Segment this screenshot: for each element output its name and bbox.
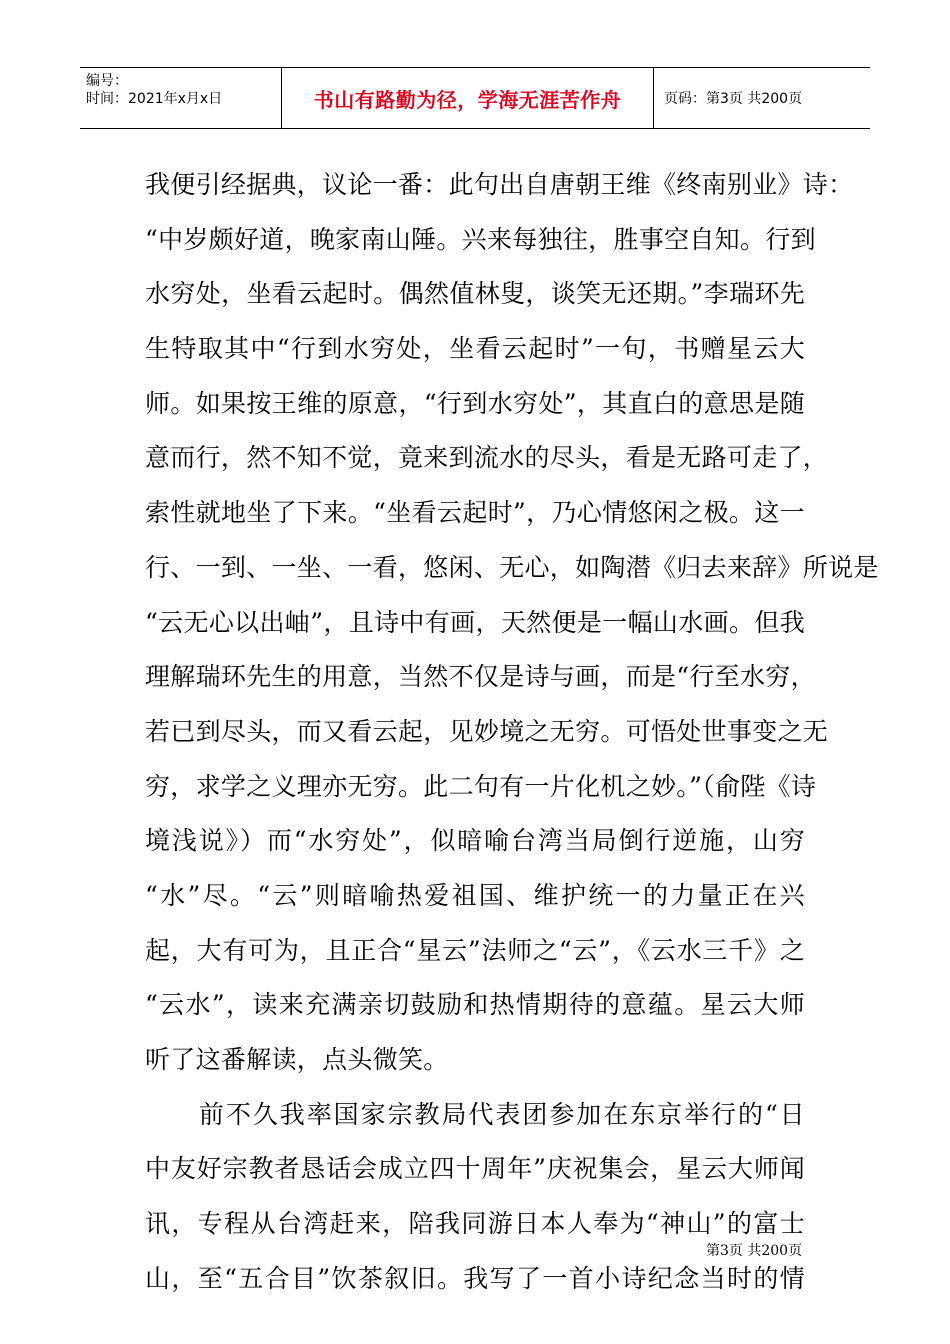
page-footer-number: 第3页 共200页 (706, 1243, 803, 1259)
text-line: 穷，求学之义理亦无穷。此二句有一片化机之妙。”（俞陛《诗 (145, 771, 817, 801)
serial-number-label: 编号： (86, 73, 128, 89)
text-line: 境浅说》）而“水穷处”，似暗喻台湾当局倒行逆施，山穷 (145, 826, 805, 856)
text-line: 若已到尽头，而又看云起，见妙境之无穷。可悟处世事变之无 (145, 716, 829, 746)
page-header (80, 67, 870, 129)
text-line: 行、一到、一坐、一看，悠闲、无心，如陶潜《归去来辞》所说是 (145, 552, 879, 582)
date-label: 时间：2021年x月x日 (86, 91, 223, 107)
text-line: 讯，专程从台湾赶来，陪我同游日本人奉为“神山”的富士 (145, 1209, 805, 1239)
text-line: 索性就地坐了下来。“坐看云起时”，乃心情悠闲之极。这一 (145, 498, 805, 528)
header-info-cell (80, 68, 282, 128)
text-line: “中岁颇好道，晚家南山陲。兴来每独往，胜事空自知。行到 (145, 224, 816, 254)
article-body (145, 158, 879, 1306)
text-line: “云无心以出岫”，且诗中有画，天然便是一幅山水画。但我 (145, 607, 805, 637)
header-page-label: 页码：第3页 共200页 (664, 91, 803, 107)
text-line: “云水”，读来充满亲切鼓励和热情期待的意蕴。星云大师 (145, 990, 805, 1020)
text-line: 听了这番解读，点头微笑。 (145, 1045, 449, 1074)
text-line: 意而行，然不知不觉，竟来到流水的尽头，看是无路可走了， (145, 443, 829, 473)
text-line: 生特取其中“行到水穷处，坐看云起时”一句，书赠星云大 (145, 334, 805, 364)
text-line: “水”尽。“云”则暗喻热爱祖国、维护统一的力量正在兴 (145, 880, 805, 910)
header-motto: 书山有路勤为径，学海无涯苦作舟 (282, 68, 654, 128)
text-line: 师。如果按王维的原意，“行到水穷处”，其直白的意思是随 (145, 388, 805, 418)
text-line: 理解瑞环先生的用意，当然不仅是诗与画，而是“行至水穷， (145, 662, 816, 692)
text-line: 中友好宗教者恳话会成立四十周年”庆祝集会，星云大师闻 (145, 1154, 805, 1184)
text-line: 我便引经据典，议论一番：此句出自唐朝王维《终南别业》诗： (145, 170, 854, 199)
text-line: 起，大有可为，且正合“星云”法师之“云”，《云水三千》之 (145, 935, 805, 965)
text-line: 山，至“五合目”饮茶叙旧。我写了一首小诗纪念当时的情 (145, 1263, 805, 1293)
text-line: 水穷处，坐看云起时。偶然值林叟，谈笑无还期。”李瑞环先 (145, 279, 805, 309)
text-line: 前不久我率国家宗教局代表团参加在东京举行的“日 (145, 1099, 805, 1129)
